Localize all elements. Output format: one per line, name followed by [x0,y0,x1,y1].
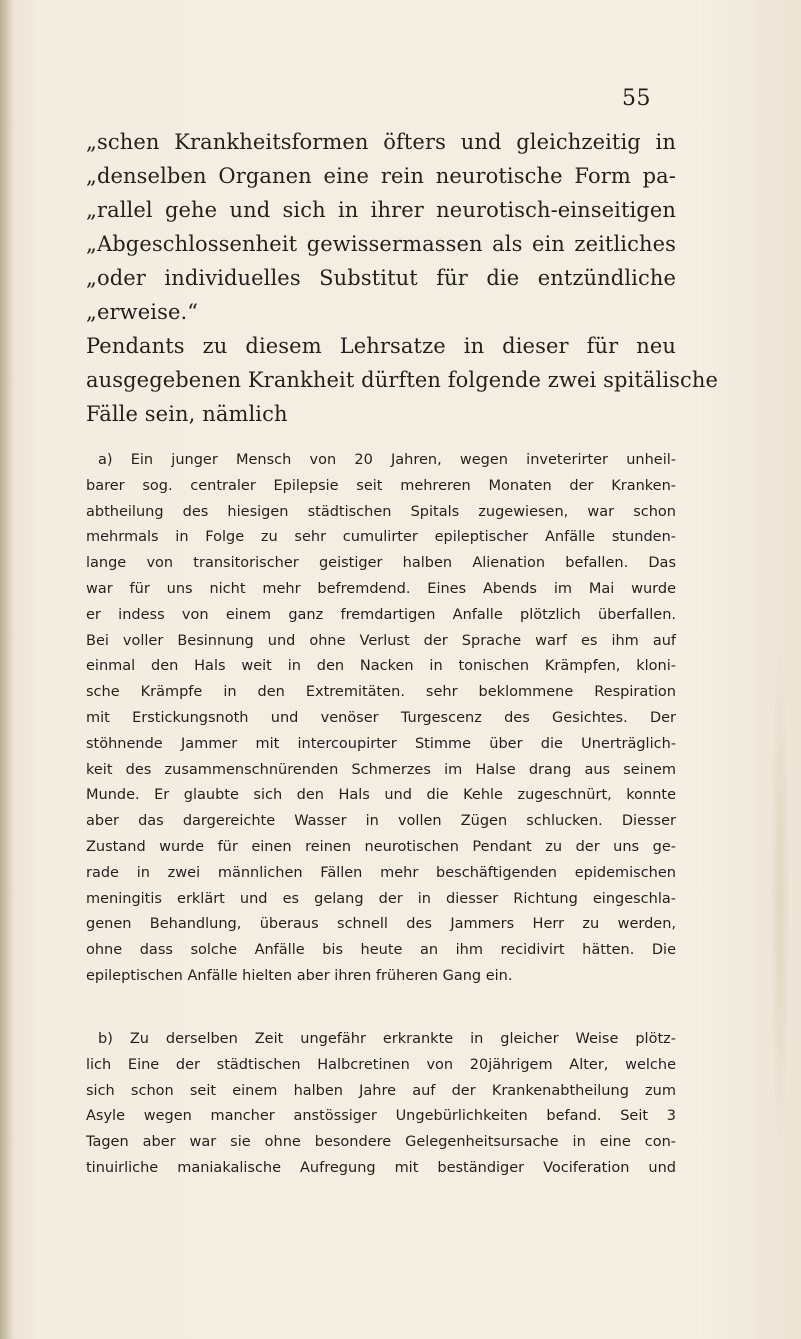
text-line: Bei voller Besinnung und ohne Verlust der Sprache warf es ihm auf [86,632,676,649]
text-line: barer sog. centraler Epilepsie seit mehreren Monaten der Kranken- [86,477,676,494]
text-line: mehrmals in Folge zu sehr cumulirter epileptischer Anfälle stunden- [86,529,676,546]
text-line: keit des zusammenschnürenden Schmerzes im Halse drang aus seinem [86,761,676,778]
case-b-paragraph [86,1027,676,1182]
text-line: ohne dass solche Anfälle bis heute an ihm recidivirt hätten. Die [86,942,676,959]
text-line: er indess von einem ganz fremdartigen Anfalle plötzlich überfallen. [86,606,676,623]
text-line: „schen Krankheitsformen öfters und gleichzeitig in [86,130,676,154]
text-line: Pendants zu diesem Lehrsatze in dieser für neu [86,334,676,358]
paper-stain [770,640,790,1160]
text-line: „denselben Organen eine rein neurotische Form pa- [86,164,676,188]
text-line: a) Ein junger Mensch von 20 Jahren, wegen inveterirter unheil- [98,452,676,468]
text-line: abtheilung des hiesigen städtischen Spitals zugewiesen, war schon [86,503,676,520]
text-line: aber das dargereichte Wasser in vollen Zügen schlucken. Diesser [86,813,676,830]
text-line: sich schon seit einem halben Jahre auf der Krankenabtheilung zum [86,1082,676,1099]
text-line: Munde. Er glaubte sich den Hals und die Kehle zugeschnürt, konnte [86,787,676,804]
text-line: meningitis erklärt und es gelang der in diesser Richtung eingeschla- [86,890,676,907]
text-line: lich Eine der städtischen Halbcretinen von 20jährigem Alter, welche [86,1056,676,1073]
text-line: stöhnende Jammer mit intercoupirter Stimme über die Unerträglich- [86,735,676,752]
text-line: sche Krämpfe in den Extremitäten. sehr beklommene Respiration [86,684,676,701]
text-line: epileptischen Anfälle hielten aber ihren früheren Gang ein. [86,967,513,984]
text-line: Fälle sein, nämlich [86,402,288,426]
page-number: 55 [622,86,651,111]
text-line: lange von transitorischer geistiger halben Alienation befallen. Das [86,555,676,572]
text-line: ausgegebenen Krankheit dürften folgende zwei spitälische [86,368,719,392]
case-a-paragraph [86,448,676,990]
text-line: war für uns nicht mehr befremdend. Eines Abends im Mai wurde [86,580,676,597]
text-line: „oder individuelles Substitut für die entzündliche [86,266,676,290]
text-line: rade in zwei männlichen Fällen mehr beschäftigenden epidemischen [86,864,676,881]
text-line: einmal den Hals weit in den Nacken in tonischen Krämpfen, kloni- [86,658,676,675]
text-line: „rallel gehe und sich in ihrer neurotisch-einseitigen [86,198,676,222]
text-line: „erweise.“ [86,300,199,324]
page-gutter-shadow [0,0,14,1339]
quoted-passage [86,125,719,431]
text-line: Zustand wurde für einen reinen neurotischen Pendant zu der uns ge- [86,838,676,855]
text-line: genen Behandlung, überaus schnell des Jammers Herr zu werden, [86,916,676,933]
text-line: Asyle wegen mancher anstössiger Ungebürlichkeiten befand. Seit 3 [86,1108,676,1125]
text-line: „Abgeschlossenheit gewissermassen als ein zeitliches [86,232,676,256]
text-line: Tagen aber war sie ohne besondere Gelegenheitsursache in eine con- [86,1134,676,1151]
text-line: mit Erstickungsnoth und venöser Turgescenz des Gesichtes. Der [86,709,676,726]
text-line: tinuirliche maniakalische Aufregung mit beständiger Vociferation und [86,1159,676,1176]
text-line: b) Zu derselben Zeit ungefähr erkrankte in gleicher Weise plötz- [98,1031,676,1047]
